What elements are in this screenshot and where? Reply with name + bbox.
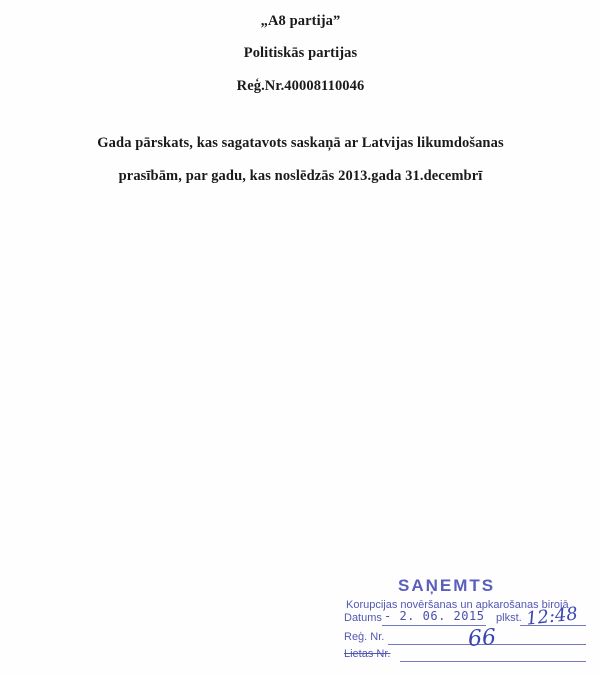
handwritten-time: 12:48 (525, 603, 579, 630)
report-title-line-1: Gada pārskats, kas sagatavots saskaņā ar Latvijas likumdošanas (97, 135, 504, 151)
received-stamp (330, 572, 601, 676)
stamp-organization: Korupcijas novēršanas un apkarošanas birojā (346, 599, 569, 611)
party-name: „A8 partija” (260, 13, 341, 29)
stamp-time-label: plkst. (496, 612, 522, 624)
stamp-title: SAŅEMTS (398, 576, 496, 595)
stamp-date-label: Datums (344, 612, 382, 624)
sheets-underline (400, 661, 586, 662)
report-title-line-2: prasībām, par gadu, kas noslēdzās 2013.gada 31.decembrī (118, 168, 483, 184)
handwritten-reg-number: 66 (467, 625, 497, 652)
party-type: Politiskās partijas (243, 45, 358, 61)
stamp-sheets-label: Lietas Nr. (344, 648, 391, 660)
stamp-date-value: - 2. 06. 2015 (384, 609, 485, 623)
registration-number: Reģ.Nr.40008110046 (236, 78, 365, 94)
stamp-reg-label: Reģ. Nr. (344, 631, 385, 643)
stamp-reg-row (344, 631, 384, 643)
stamp-sheets-row (344, 648, 390, 660)
